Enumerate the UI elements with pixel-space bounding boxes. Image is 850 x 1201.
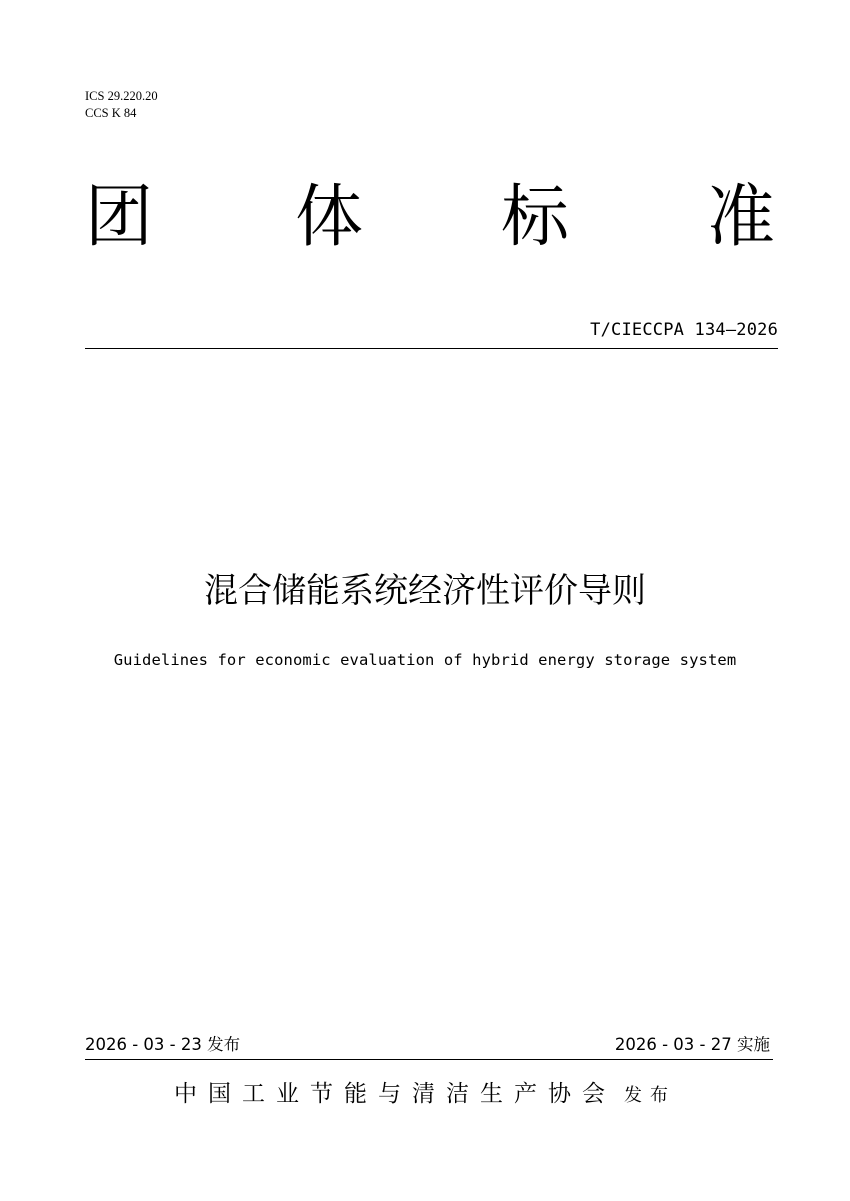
standard-type-char-4: 准 (707, 178, 776, 257)
document-title-english: Guidelines for economic evaluation of hybrid energy storage system (113, 651, 737, 669)
footer-divider (85, 1059, 773, 1060)
ccs-code: CCS K 84 (85, 106, 137, 120)
issuer-name: 中国工业节能与清洁生产协会 (174, 1081, 616, 1107)
implementation-date: 2026 - 03 - 27 实施 (614, 1035, 770, 1054)
standard-type-char-2: 体 (295, 178, 364, 257)
classification-codes (85, 88, 158, 122)
ics-code: ICS 29.220.20 (85, 89, 158, 103)
header-divider (85, 348, 778, 349)
document-title: 混合储能系统经济性评价导则 (204, 571, 646, 611)
standard-type-heading (85, 178, 775, 268)
standard-number: T/CIECCPA 134—2026 (590, 320, 778, 340)
issuer-action: 发布 (624, 1085, 676, 1106)
standard-type-char-3: 标 (501, 178, 570, 257)
standard-type-char-1: 团 (85, 178, 154, 257)
publication-date: 2026 - 03 - 23 发布 (85, 1035, 241, 1054)
issuer-line (0, 1075, 850, 1108)
